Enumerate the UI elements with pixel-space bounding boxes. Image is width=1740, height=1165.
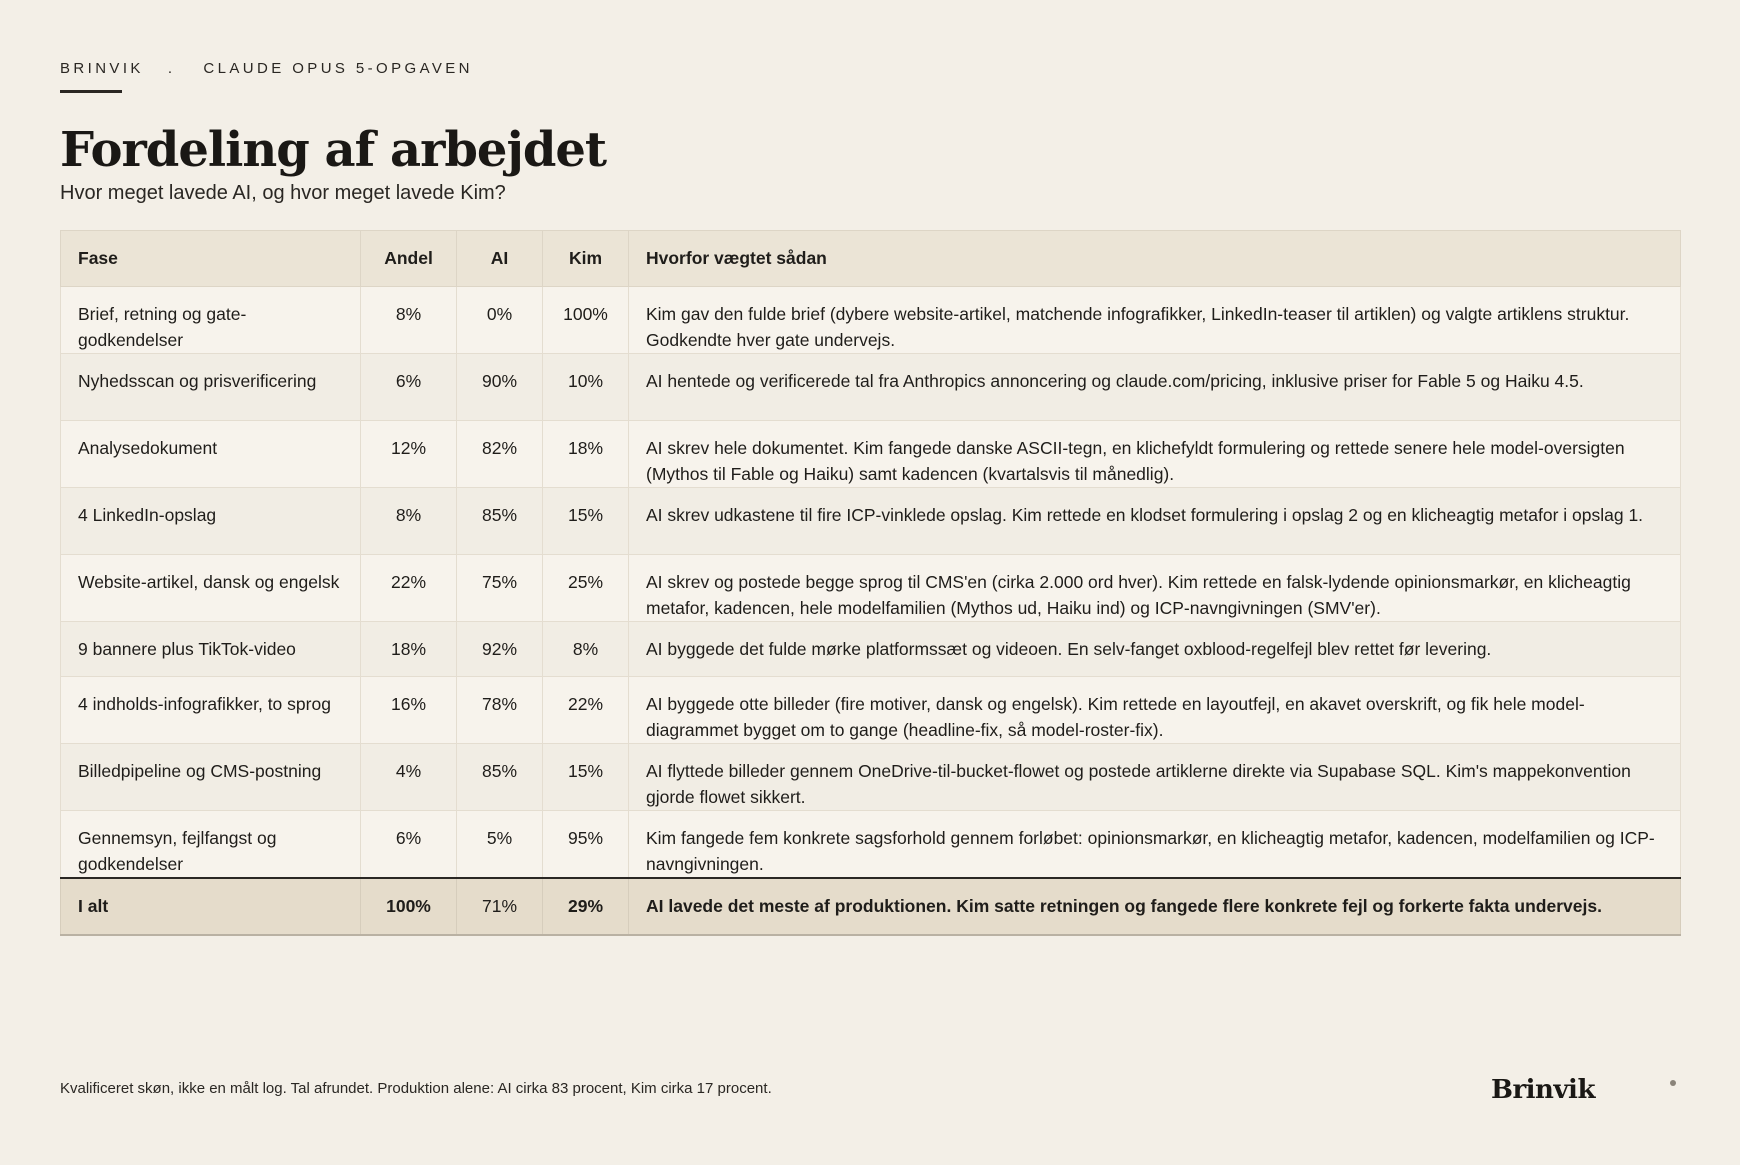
page-subtitle: Hvor meget lavede AI, og hvor meget lavede Kim? <box>60 182 506 204</box>
cell-ai: 82% <box>457 421 543 488</box>
total-row <box>61 878 1681 935</box>
cell-ai: 85% <box>457 488 543 555</box>
header-ai: AI <box>457 231 543 287</box>
cell-andel: 8% <box>361 287 457 354</box>
header-kim: Kim <box>543 231 629 287</box>
cell-andel: 6% <box>361 811 457 879</box>
page-title: Fordeling af arbejdet <box>60 122 607 178</box>
cell-hvorfor: Kim gav den fulde brief (dybere website-artikel, matchende infografikker, LinkedIn-teaser til artiklen) og valgte artiklens struktur. Godkendte hver gate undervejs. <box>629 287 1681 354</box>
table-row <box>61 555 1681 622</box>
cell-ai: 5% <box>457 811 543 879</box>
total-andel: 100% <box>361 878 457 935</box>
cell-hvorfor: AI skrev og postede begge sprog til CMS'en (cirka 2.000 ord hver). Kim rettede en falsk-lydende opinionsmarkør, en klicheagtig metafor, kadencen, hele modelfamilien (Mythos ud, Haiku ind) og ICP-navngivningen (SMV'er). <box>629 555 1681 622</box>
table-header-row <box>61 231 1681 287</box>
eyebrow-brand: BRINVIK <box>60 60 144 77</box>
cell-fase: Website-artikel, dansk og engelsk <box>61 555 361 622</box>
total-hvorfor: AI lavede det meste af produktionen. Kim satte retningen og fangede flere konkrete fejl og forkerte fakta undervejs. <box>629 878 1681 935</box>
cell-fase: 9 bannere plus TikTok-video <box>61 622 361 677</box>
eyebrow-separator: . <box>167 60 176 77</box>
cell-andel: 12% <box>361 421 457 488</box>
cell-fase: Analysedokument <box>61 421 361 488</box>
cell-andel: 8% <box>361 488 457 555</box>
cell-andel: 4% <box>361 744 457 811</box>
table-row <box>61 622 1681 677</box>
eyebrow-rule <box>60 90 122 93</box>
cell-ai: 90% <box>457 354 543 421</box>
cell-hvorfor: AI hentede og verificerede tal fra Anthropics annoncering og claude.com/pricing, inklusive priser for Fable 5 og Haiku 4.5. <box>629 354 1681 421</box>
cell-hvorfor: AI byggede det fulde mørke platformssæt og videoen. En selv-fanget oxblood-regelfejl blev rettet før levering. <box>629 622 1681 677</box>
cell-kim: 10% <box>543 354 629 421</box>
cell-hvorfor: AI flyttede billeder gennem OneDrive-til-bucket-flowet og postede artiklerne direkte via Supabase SQL. Kim's mappekonvention gjorde flowet sikkert. <box>629 744 1681 811</box>
cell-kim: 22% <box>543 677 629 744</box>
cell-andel: 16% <box>361 677 457 744</box>
table-row <box>61 677 1681 744</box>
cell-kim: 15% <box>543 744 629 811</box>
cell-fase: 4 LinkedIn-opslag <box>61 488 361 555</box>
cell-ai: 85% <box>457 744 543 811</box>
cell-kim: 25% <box>543 555 629 622</box>
cell-andel: 18% <box>361 622 457 677</box>
table-row <box>61 421 1681 488</box>
table-row <box>61 811 1681 879</box>
cell-fase: Brief, retning og gate-godkendelser <box>61 287 361 354</box>
table-row <box>61 354 1681 421</box>
page-dot-icon <box>1670 1080 1676 1086</box>
cell-kim: 15% <box>543 488 629 555</box>
work-distribution-table <box>60 230 1681 936</box>
cell-hvorfor: AI byggede otte billeder (fire motiver, dansk og engelsk). Kim rettede en layoutfejl, en akavet overskrift, og fik hele model-diagrammet bygget om to gange (headline-fix, så model-roster-fix). <box>629 677 1681 744</box>
table-row <box>61 488 1681 555</box>
header-fase: Fase <box>61 231 361 287</box>
header-andel: Andel <box>361 231 457 287</box>
work-distribution-table-wrap <box>60 230 1680 936</box>
table-row <box>61 287 1681 354</box>
cell-kim: 95% <box>543 811 629 879</box>
cell-ai: 92% <box>457 622 543 677</box>
cell-hvorfor: Kim fangede fem konkrete sagsforhold gennem forløbet: opinionsmarkør, en klicheagtig metafor, kadencen, modelfamilien og ICP-navngivningen. <box>629 811 1681 879</box>
cell-fase: 4 indholds-infografikker, to sprog <box>61 677 361 744</box>
brand-logo: Brinvik <box>1491 1075 1595 1105</box>
cell-hvorfor: AI skrev udkastene til fire ICP-vinklede opslag. Kim rettede en klodset formulering i opslag 2 og en klicheagtig metafor i opslag 1. <box>629 488 1681 555</box>
total-ai: 71% <box>457 878 543 935</box>
cell-andel: 22% <box>361 555 457 622</box>
footnote: Kvalificeret skøn, ikke en målt log. Tal afrundet. Produktion alene: AI cirka 83 procent, Kim cirka 17 procent. <box>60 1080 772 1097</box>
cell-kim: 100% <box>543 287 629 354</box>
cell-ai: 0% <box>457 287 543 354</box>
total-kim: 29% <box>543 878 629 935</box>
header-hvorfor: Hvorfor vægtet sådan <box>629 231 1681 287</box>
eyebrow-topic: CLAUDE OPUS 5-OPGAVEN <box>203 60 473 77</box>
cell-ai: 75% <box>457 555 543 622</box>
cell-hvorfor: AI skrev hele dokumentet. Kim fangede danske ASCII-tegn, en klichefyldt formulering og rettede senere hele model-oversigten (Mythos til Fable og Haiku) samt kadencen (kvartalsvis til månedlig). <box>629 421 1681 488</box>
cell-kim: 18% <box>543 421 629 488</box>
total-fase: I alt <box>61 878 361 935</box>
eyebrow <box>60 60 473 77</box>
cell-andel: 6% <box>361 354 457 421</box>
cell-kim: 8% <box>543 622 629 677</box>
table-row <box>61 744 1681 811</box>
cell-fase: Billedpipeline og CMS-postning <box>61 744 361 811</box>
cell-fase: Nyhedsscan og prisverificering <box>61 354 361 421</box>
cell-ai: 78% <box>457 677 543 744</box>
cell-fase: Gennemsyn, fejlfangst og godkendelser <box>61 811 361 879</box>
